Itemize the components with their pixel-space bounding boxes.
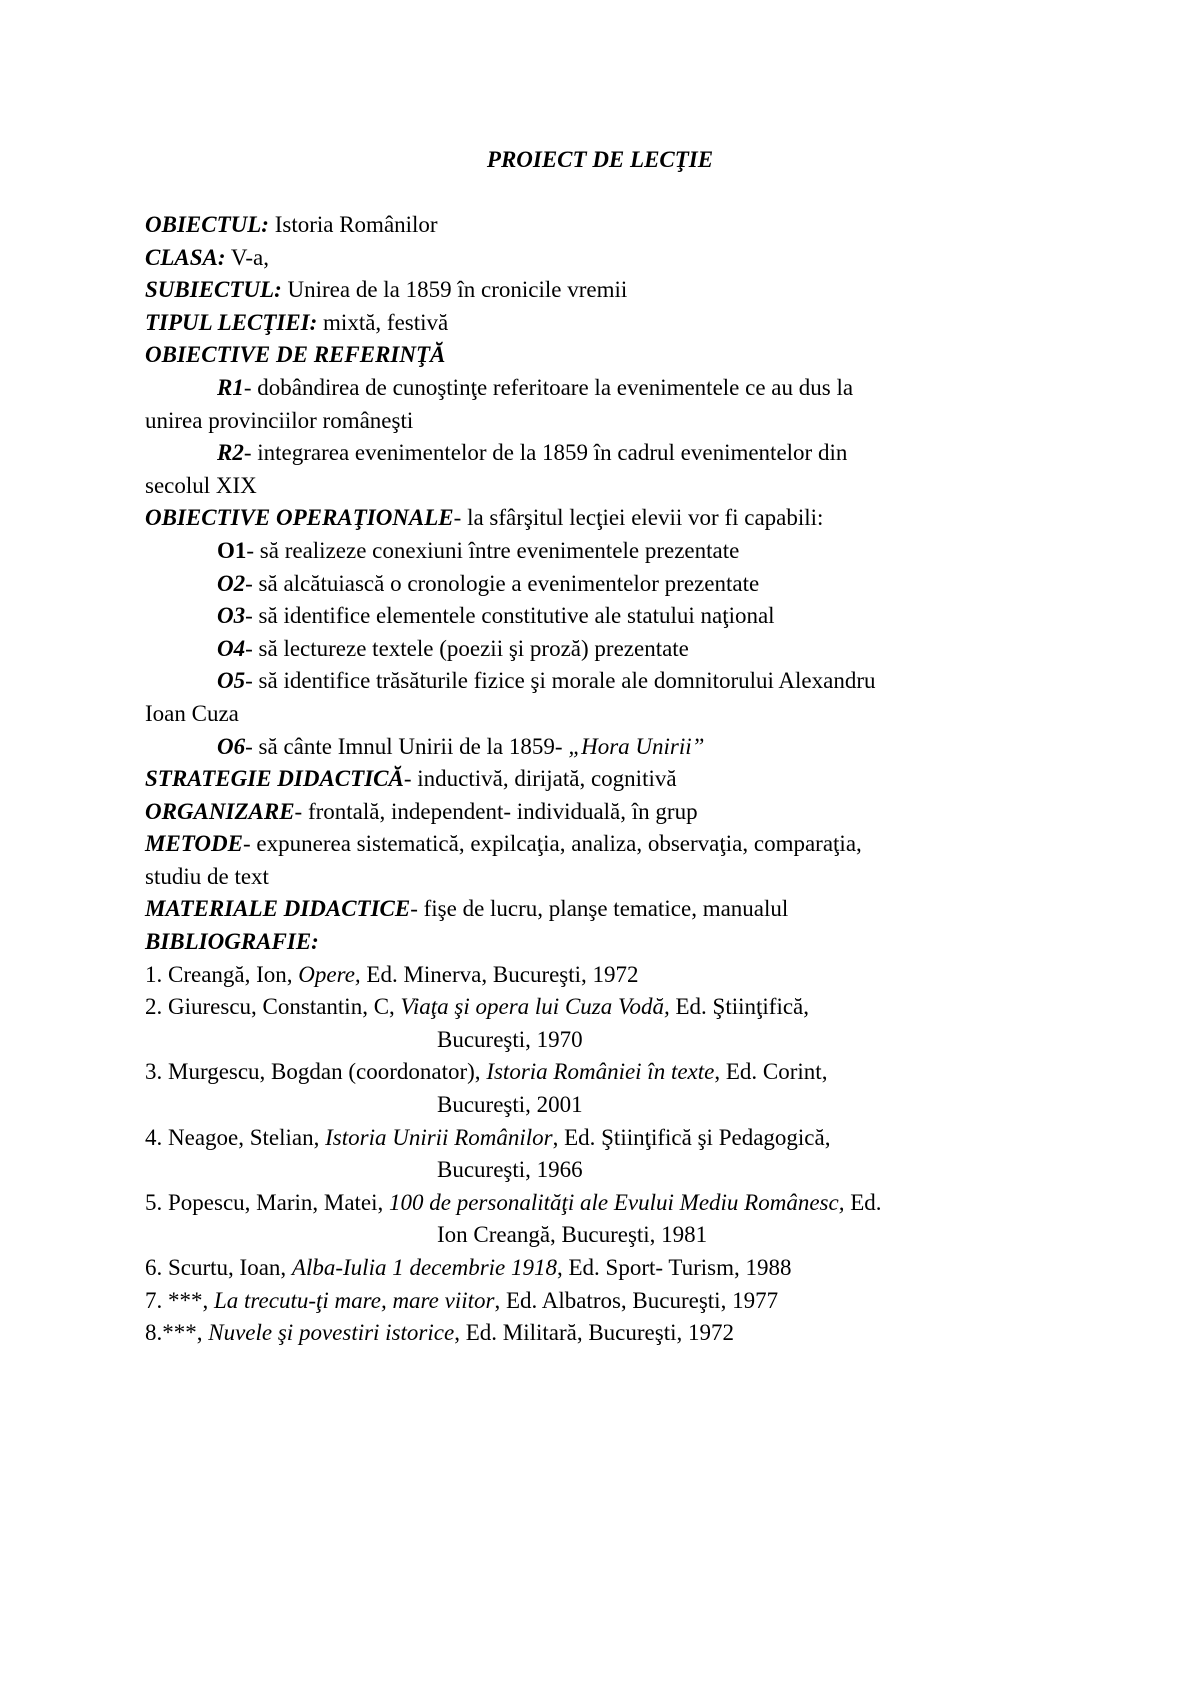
o6-song-title: „Hora Unirii” [568, 733, 705, 759]
o4-text: - să lectureze textele (poezii şi proză) prezentate [245, 635, 689, 661]
bib-publisher: , Ed. Sport- Turism, 1988 [557, 1255, 792, 1280]
referinta-heading: OBIECTIVE DE REFERINŢĂ [145, 342, 446, 368]
bib-publisher: Ed. Ştiinţifică, [669, 994, 810, 1020]
subiectul-value: Unirea de la 1859 în cronicile vremii [281, 277, 628, 303]
bib-author: 2. Giurescu, Constantin, C, [145, 994, 401, 1020]
bib-entry [145, 991, 1055, 1024]
bib-title: Istoria României în texte [486, 1059, 715, 1085]
strategie-label: STRATEGIE DIDACTICĂ [145, 766, 404, 792]
r1-text: - dobândirea de cunoştinţe referitoare la evenimentele ce au dus la [243, 374, 854, 400]
o6-text: - să cânte Imnul Unirii de la 1859- [245, 733, 569, 759]
objective-r2 [145, 437, 1055, 470]
tipul-value: mixtă, festivă [317, 309, 449, 335]
bib-publisher: Ed. [844, 1189, 882, 1215]
bib-title: Istoria Unirii Românilor [325, 1124, 553, 1150]
organizare-label: ORGANIZARE [145, 798, 295, 824]
objective-o1 [145, 535, 1055, 568]
metode-label: METODE [145, 831, 243, 857]
r2-continuation: secolul XIX [145, 472, 257, 498]
bib-author: 5. Popescu, Marin, Matei, [145, 1189, 390, 1215]
strategie-value: - inductivă, dirijată, cognitivă [403, 766, 677, 792]
metode-line [145, 828, 1055, 861]
tipul-line [145, 307, 1055, 340]
bibliografie-heading: BIBLIOGRAFIE: [145, 929, 319, 955]
o3-label: O3 [217, 603, 246, 629]
lesson-content [145, 209, 1055, 1350]
bib-author: 7. ***, [145, 1287, 214, 1313]
bib-continuation: Bucureşti, 1970 [437, 1026, 583, 1052]
bib-entry [145, 1187, 1055, 1220]
o2-label: O2 [217, 570, 246, 596]
o6-label: O6 [217, 733, 246, 759]
organizare-value: - frontală, independent- individuală, în grup [294, 798, 698, 824]
objective-o6 [145, 731, 1055, 764]
bib-title: Nuvele şi povestiri istorice [208, 1320, 455, 1346]
r2-text: - integrarea evenimentelor de la 1859 în cadrul evenimentelor din [243, 440, 848, 466]
bib-author: 4. Neagoe, Stelian, [145, 1124, 326, 1150]
materiale-value: - fişe de lucru, planşe tematice, manualul [410, 896, 789, 922]
r1-label: R1 [217, 374, 244, 400]
o1-label: O1 [217, 537, 247, 563]
o1-text: - să realizeze conexiuni între evenimentele prezentate [246, 537, 740, 563]
clasa-line [145, 242, 1055, 275]
o3-text: - să identifice elementele constitutive ale statului naţional [245, 603, 775, 629]
operationale-heading: OBIECTIVE OPERAŢIONALE [145, 505, 454, 531]
subiectul-label: SUBIECTUL: [145, 277, 282, 303]
bib-title: La trecutu-ţi mare, mare viitor [214, 1287, 495, 1313]
bib-title: Alba-Iulia 1 decembrie 1918 [291, 1255, 557, 1280]
bib-entry [145, 1285, 1055, 1318]
bibliography-list [145, 959, 1055, 1350]
bib-publisher: , Ed. Ştiinţifică şi Pedagogică, [552, 1124, 831, 1150]
bib-publisher: , Ed. Militară, Bucureşti, 1972 [454, 1320, 734, 1346]
bib-entry [145, 1252, 1055, 1285]
bib-title: Viaţa şi opera lui Cuza Vodă, [400, 994, 670, 1020]
materiale-line [145, 893, 1055, 926]
operationale-intro: - la sfârşitul lecţiei elevii vor fi capabili: [453, 505, 824, 531]
objective-r1 [145, 372, 1055, 405]
o5-text: - să identifice trăsăturile fizice şi morale ale domnitorului Alexandru [245, 668, 876, 694]
bib-author: 6. Scurtu, Ioan, [145, 1255, 292, 1280]
bib-author: 3. Murgescu, Bogdan (coordonator), [145, 1059, 487, 1085]
bib-continuation: Bucureşti, 2001 [437, 1092, 583, 1118]
obiectul-line [145, 209, 1055, 242]
o5-label: O5 [217, 668, 246, 694]
objective-o3 [145, 600, 1055, 633]
strategie-line [145, 763, 1055, 796]
clasa-label: CLASA: [145, 244, 226, 270]
operationale-line [145, 502, 1055, 535]
bib-publisher: Ed. Minerva, Bucureşti, 1972 [360, 961, 639, 987]
metode-continuation: studiu de text [145, 863, 269, 889]
bib-publisher: , Ed. Albatros, Bucureşti, 1977 [494, 1287, 779, 1313]
materiale-label: MATERIALE DIDACTICE [145, 896, 411, 922]
obiectul-label: OBIECTUL: [145, 212, 269, 237]
clasa-value: V-a, [225, 244, 269, 270]
o4-label: O4 [217, 635, 246, 661]
tipul-label: TIPUL LECŢIEI: [145, 309, 318, 335]
objective-o4 [145, 633, 1055, 666]
bib-entry [145, 959, 1055, 992]
bib-author: 8.***, [145, 1320, 209, 1346]
subiectul-line [145, 274, 1055, 307]
bib-entry [145, 1317, 1055, 1350]
o2-text: - să alcătuiască o cronologie a evenimentelor prezentate [245, 570, 760, 596]
metode-value: - expunerea sistematică, expilcaţia, analiza, observaţia, comparaţia, [243, 831, 862, 857]
o5-continuation: Ioan Cuza [145, 700, 239, 726]
bib-entry [145, 1056, 1055, 1089]
r1-continuation: unirea provinciilor româneşti [145, 407, 414, 433]
objective-o5 [145, 665, 1055, 698]
bib-title: 100 de personalităţi ale Evului Mediu Românesc, [389, 1189, 845, 1215]
organizare-line [145, 796, 1055, 829]
r2-label: R2 [217, 440, 244, 466]
bib-publisher: , Ed. Corint, [714, 1059, 828, 1085]
bib-continuation: Bucureşti, 1966 [437, 1157, 583, 1183]
bib-author: 1. Creangă, Ion, [145, 961, 299, 987]
page-title: PROIECT DE LECŢIE [486, 147, 714, 172]
objective-o2 [145, 568, 1055, 601]
bib-continuation: Ion Creangă, Bucureşti, 1981 [437, 1222, 708, 1248]
obiectul-value: Istoria Românilor [268, 212, 438, 237]
bib-title: Opere, [298, 961, 361, 987]
bib-entry [145, 1122, 1055, 1155]
